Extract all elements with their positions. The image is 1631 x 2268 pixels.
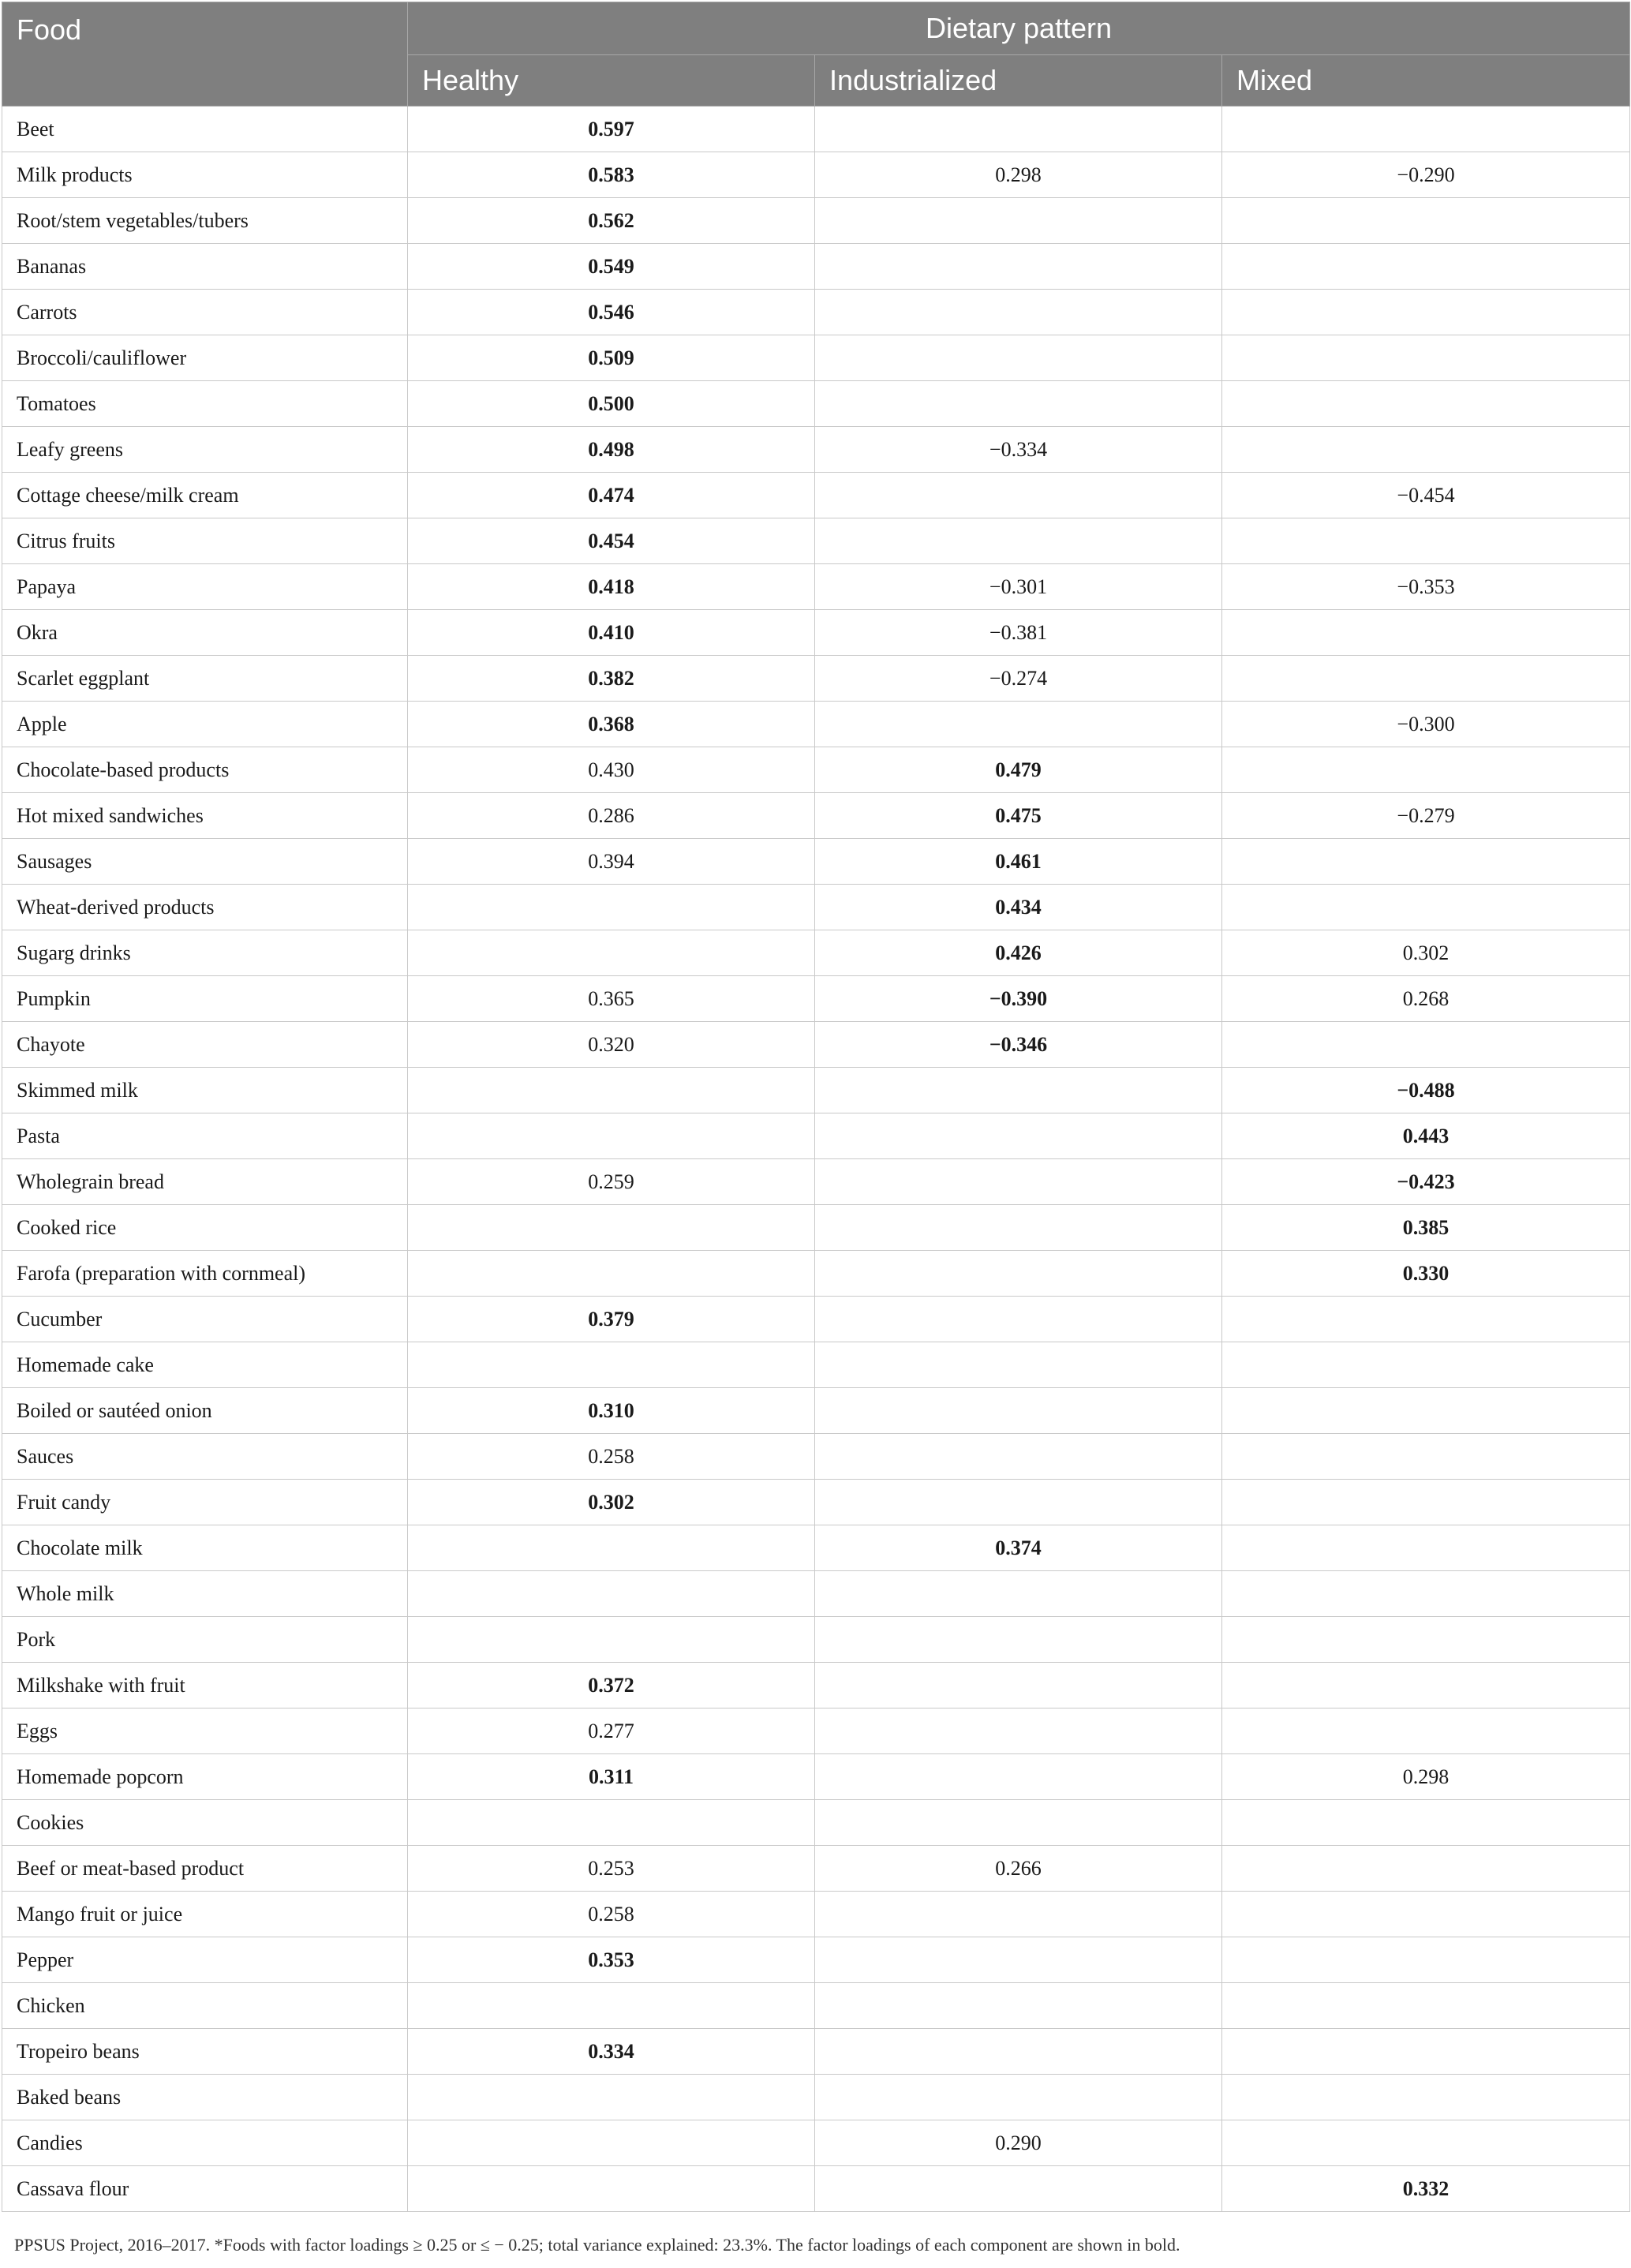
table-row (2, 2120, 1630, 2166)
cell-mixed (1222, 1480, 1630, 1525)
cell-healthy (408, 885, 815, 930)
cell-industrialized (815, 107, 1222, 152)
cell-food: Apple (2, 702, 408, 747)
cell-food: Sausages (2, 839, 408, 885)
cell-food: Beet (2, 107, 408, 152)
table-row (2, 839, 1630, 885)
cell-mixed (1222, 1892, 1630, 1937)
cell-industrialized (815, 1205, 1222, 1251)
table-row (2, 1983, 1630, 2029)
cell-mixed (1222, 1846, 1630, 1892)
cell-healthy (408, 1205, 815, 1251)
cell-food: Tomatoes (2, 381, 408, 427)
cell-mixed (1222, 335, 1630, 381)
table-row (2, 1846, 1630, 1892)
cell-industrialized (815, 518, 1222, 564)
table-footnote: PPSUS Project, 2016–2017. *Foods with factor loadings ≥ 0.25 or ≤ − 0.25; total variance explained: 23.3%. The factor loadings of each component are shown in bold. (14, 2235, 1180, 2255)
cell-industrialized (815, 702, 1222, 747)
cell-industrialized: −0.381 (815, 610, 1222, 656)
cell-healthy: 0.258 (408, 1434, 815, 1480)
column-header-food: Food (2, 2, 408, 107)
table-row (2, 335, 1630, 381)
cell-food: Sugarg drinks (2, 930, 408, 976)
factor-loadings-table (2, 2, 1630, 2212)
cell-healthy (408, 1617, 815, 1663)
cell-mixed: −0.454 (1222, 473, 1630, 518)
cell-food: Chocolate-based products (2, 747, 408, 793)
cell-healthy: 0.372 (408, 1663, 815, 1708)
cell-healthy: 0.311 (408, 1754, 815, 1800)
table-row (2, 1159, 1630, 1205)
cell-healthy: 0.454 (408, 518, 815, 564)
table-row (2, 152, 1630, 198)
cell-industrialized: 0.266 (815, 1846, 1222, 1892)
cell-mixed (1222, 885, 1630, 930)
cell-food: Hot mixed sandwiches (2, 793, 408, 839)
cell-industrialized (815, 1159, 1222, 1205)
cell-healthy: 0.320 (408, 1022, 815, 1068)
cell-industrialized (815, 1342, 1222, 1388)
cell-healthy (408, 2166, 815, 2212)
table-row (2, 1022, 1630, 1068)
cell-food: Wholegrain bread (2, 1159, 408, 1205)
cell-healthy: 0.562 (408, 198, 815, 244)
cell-healthy (408, 1068, 815, 1113)
cell-mixed (1222, 2029, 1630, 2075)
cell-food: Wheat-derived products (2, 885, 408, 930)
cell-industrialized: 0.374 (815, 1525, 1222, 1571)
table-row (2, 2029, 1630, 2075)
cell-industrialized (815, 1800, 1222, 1846)
cell-healthy: 0.410 (408, 610, 815, 656)
cell-healthy (408, 1525, 815, 1571)
cell-industrialized (815, 1708, 1222, 1754)
cell-healthy: 0.368 (408, 702, 815, 747)
cell-industrialized: −0.274 (815, 656, 1222, 702)
cell-mixed (1222, 656, 1630, 702)
table-row (2, 747, 1630, 793)
column-header-industrialized: Industrialized (815, 55, 1222, 107)
cell-industrialized: 0.426 (815, 930, 1222, 976)
cell-mixed: −0.300 (1222, 702, 1630, 747)
cell-mixed: −0.290 (1222, 152, 1630, 198)
cell-healthy: 0.583 (408, 152, 815, 198)
cell-food: Beef or meat-based product (2, 1846, 408, 1892)
table-row (2, 1571, 1630, 1617)
cell-food: Cooked rice (2, 1205, 408, 1251)
cell-industrialized (815, 473, 1222, 518)
cell-healthy (408, 2120, 815, 2166)
table-body (2, 107, 1630, 2212)
cell-mixed (1222, 610, 1630, 656)
cell-food: Root/stem vegetables/tubers (2, 198, 408, 244)
cell-industrialized (815, 290, 1222, 335)
cell-healthy: 0.253 (408, 1846, 815, 1892)
table-row (2, 1892, 1630, 1937)
cell-mixed (1222, 1022, 1630, 1068)
cell-food: Milk products (2, 152, 408, 198)
cell-mixed (1222, 244, 1630, 290)
cell-industrialized (815, 244, 1222, 290)
cell-healthy: 0.379 (408, 1297, 815, 1342)
table-row (2, 1068, 1630, 1113)
cell-healthy (408, 1342, 815, 1388)
cell-mixed (1222, 1663, 1630, 1708)
cell-mixed: −0.488 (1222, 1068, 1630, 1113)
table-row (2, 1251, 1630, 1297)
cell-food: Okra (2, 610, 408, 656)
cell-industrialized: 0.298 (815, 152, 1222, 198)
table-row (2, 885, 1630, 930)
cell-mixed (1222, 1800, 1630, 1846)
cell-industrialized (815, 1892, 1222, 1937)
cell-industrialized: −0.301 (815, 564, 1222, 610)
table-row (2, 1113, 1630, 1159)
table-row (2, 610, 1630, 656)
document (2, 2, 1629, 2212)
cell-industrialized (815, 1251, 1222, 1297)
cell-food: Leafy greens (2, 427, 408, 473)
cell-healthy (408, 1800, 815, 1846)
cell-food: Whole milk (2, 1571, 408, 1617)
cell-industrialized (815, 1388, 1222, 1434)
table-row (2, 1525, 1630, 1571)
table-row (2, 793, 1630, 839)
cell-industrialized: 0.461 (815, 839, 1222, 885)
cell-food: Papaya (2, 564, 408, 610)
cell-industrialized (815, 335, 1222, 381)
cell-food: Carrots (2, 290, 408, 335)
cell-mixed (1222, 747, 1630, 793)
table-row (2, 518, 1630, 564)
cell-healthy: 0.310 (408, 1388, 815, 1434)
cell-mixed: 0.268 (1222, 976, 1630, 1022)
cell-healthy: 0.549 (408, 244, 815, 290)
cell-mixed (1222, 381, 1630, 427)
cell-food: Candies (2, 2120, 408, 2166)
cell-food: Chayote (2, 1022, 408, 1068)
cell-industrialized (815, 198, 1222, 244)
cell-mixed: 0.302 (1222, 930, 1630, 976)
cell-healthy: 0.418 (408, 564, 815, 610)
table-row (2, 244, 1630, 290)
cell-healthy: 0.597 (408, 107, 815, 152)
cell-mixed (1222, 518, 1630, 564)
cell-mixed (1222, 1617, 1630, 1663)
cell-mixed: 0.385 (1222, 1205, 1630, 1251)
cell-mixed: −0.353 (1222, 564, 1630, 610)
cell-food: Pork (2, 1617, 408, 1663)
cell-healthy: 0.259 (408, 1159, 815, 1205)
cell-mixed (1222, 1342, 1630, 1388)
cell-food: Fruit candy (2, 1480, 408, 1525)
cell-industrialized (815, 1754, 1222, 1800)
cell-industrialized (815, 1571, 1222, 1617)
cell-industrialized (815, 2075, 1222, 2120)
table-row (2, 1937, 1630, 1983)
table-row (2, 1342, 1630, 1388)
cell-healthy: 0.286 (408, 793, 815, 839)
cell-food: Skimmed milk (2, 1068, 408, 1113)
cell-healthy: 0.394 (408, 839, 815, 885)
cell-food: Boiled or sautéed onion (2, 1388, 408, 1434)
table-row (2, 1754, 1630, 1800)
cell-industrialized (815, 1983, 1222, 2029)
table-row (2, 2075, 1630, 2120)
cell-mixed (1222, 1937, 1630, 1983)
cell-mixed: 0.443 (1222, 1113, 1630, 1159)
cell-food: Cottage cheese/milk cream (2, 473, 408, 518)
table-row (2, 107, 1630, 152)
table-row (2, 1388, 1630, 1434)
cell-healthy (408, 1113, 815, 1159)
cell-healthy: 0.382 (408, 656, 815, 702)
cell-healthy: 0.258 (408, 1892, 815, 1937)
table-row (2, 1617, 1630, 1663)
cell-industrialized: 0.290 (815, 2120, 1222, 2166)
cell-industrialized: 0.434 (815, 885, 1222, 930)
table-row (2, 1205, 1630, 1251)
table-row (2, 198, 1630, 244)
cell-healthy: 0.474 (408, 473, 815, 518)
cell-industrialized: −0.334 (815, 427, 1222, 473)
cell-industrialized: −0.390 (815, 976, 1222, 1022)
cell-food: Homemade popcorn (2, 1754, 408, 1800)
cell-mixed: −0.423 (1222, 1159, 1630, 1205)
cell-healthy: 0.353 (408, 1937, 815, 1983)
cell-mixed (1222, 427, 1630, 473)
cell-mixed (1222, 1525, 1630, 1571)
cell-industrialized: −0.346 (815, 1022, 1222, 1068)
cell-healthy (408, 2075, 815, 2120)
cell-mixed (1222, 1297, 1630, 1342)
cell-food: Chicken (2, 1983, 408, 2029)
cell-industrialized (815, 2029, 1222, 2075)
cell-healthy (408, 1251, 815, 1297)
cell-food: Baked beans (2, 2075, 408, 2120)
cell-mixed (1222, 2075, 1630, 2120)
cell-mixed (1222, 1434, 1630, 1480)
cell-food: Milkshake with fruit (2, 1663, 408, 1708)
cell-healthy: 0.302 (408, 1480, 815, 1525)
cell-healthy: 0.500 (408, 381, 815, 427)
cell-healthy: 0.365 (408, 976, 815, 1022)
column-header-healthy: Healthy (408, 55, 815, 107)
cell-mixed: 0.330 (1222, 1251, 1630, 1297)
cell-healthy: 0.334 (408, 2029, 815, 2075)
cell-industrialized: 0.475 (815, 793, 1222, 839)
cell-food: Cassava flour (2, 2166, 408, 2212)
cell-healthy: 0.546 (408, 290, 815, 335)
table-row (2, 564, 1630, 610)
cell-mixed (1222, 2120, 1630, 2166)
table-header (2, 2, 1630, 107)
cell-food: Bananas (2, 244, 408, 290)
cell-mixed (1222, 198, 1630, 244)
cell-food: Pepper (2, 1937, 408, 1983)
table-row (2, 930, 1630, 976)
cell-food: Pumpkin (2, 976, 408, 1022)
cell-mixed (1222, 1388, 1630, 1434)
cell-food: Scarlet eggplant (2, 656, 408, 702)
cell-industrialized: 0.479 (815, 747, 1222, 793)
table-row (2, 1800, 1630, 1846)
cell-healthy: 0.277 (408, 1708, 815, 1754)
cell-mixed: 0.298 (1222, 1754, 1630, 1800)
cell-industrialized (815, 1297, 1222, 1342)
cell-mixed: −0.279 (1222, 793, 1630, 839)
column-header-mixed: Mixed (1222, 55, 1630, 107)
cell-industrialized (815, 381, 1222, 427)
cell-food: Tropeiro beans (2, 2029, 408, 2075)
table-row (2, 2166, 1630, 2212)
cell-healthy (408, 930, 815, 976)
cell-food: Pasta (2, 1113, 408, 1159)
cell-healthy (408, 1983, 815, 2029)
cell-healthy: 0.509 (408, 335, 815, 381)
table-row (2, 1663, 1630, 1708)
cell-food: Sauces (2, 1434, 408, 1480)
cell-food: Farofa (preparation with cornmeal) (2, 1251, 408, 1297)
table-row (2, 656, 1630, 702)
cell-mixed (1222, 1571, 1630, 1617)
table-row (2, 381, 1630, 427)
cell-food: Mango fruit or juice (2, 1892, 408, 1937)
cell-healthy (408, 1571, 815, 1617)
table-row (2, 427, 1630, 473)
cell-mixed (1222, 107, 1630, 152)
cell-mixed (1222, 839, 1630, 885)
cell-industrialized (815, 1480, 1222, 1525)
cell-food: Cucumber (2, 1297, 408, 1342)
cell-mixed (1222, 1983, 1630, 2029)
cell-food: Citrus fruits (2, 518, 408, 564)
table-row (2, 1708, 1630, 1754)
table-row (2, 473, 1630, 518)
cell-mixed (1222, 1708, 1630, 1754)
cell-food: Broccoli/cauliflower (2, 335, 408, 381)
table-row (2, 1297, 1630, 1342)
cell-food: Eggs (2, 1708, 408, 1754)
cell-industrialized (815, 1937, 1222, 1983)
table-row (2, 1480, 1630, 1525)
cell-mixed: 0.332 (1222, 2166, 1630, 2212)
cell-industrialized (815, 1434, 1222, 1480)
table-row (2, 1434, 1630, 1480)
column-group-dietary-pattern: Dietary pattern (408, 2, 1630, 55)
table-row (2, 976, 1630, 1022)
cell-mixed (1222, 290, 1630, 335)
cell-food: Chocolate milk (2, 1525, 408, 1571)
table-row (2, 290, 1630, 335)
cell-healthy: 0.498 (408, 427, 815, 473)
cell-food: Homemade cake (2, 1342, 408, 1388)
cell-industrialized (815, 1617, 1222, 1663)
cell-industrialized (815, 1113, 1222, 1159)
cell-healthy: 0.430 (408, 747, 815, 793)
cell-industrialized (815, 1068, 1222, 1113)
cell-food: Cookies (2, 1800, 408, 1846)
cell-industrialized (815, 1663, 1222, 1708)
cell-industrialized (815, 2166, 1222, 2212)
table-row (2, 702, 1630, 747)
